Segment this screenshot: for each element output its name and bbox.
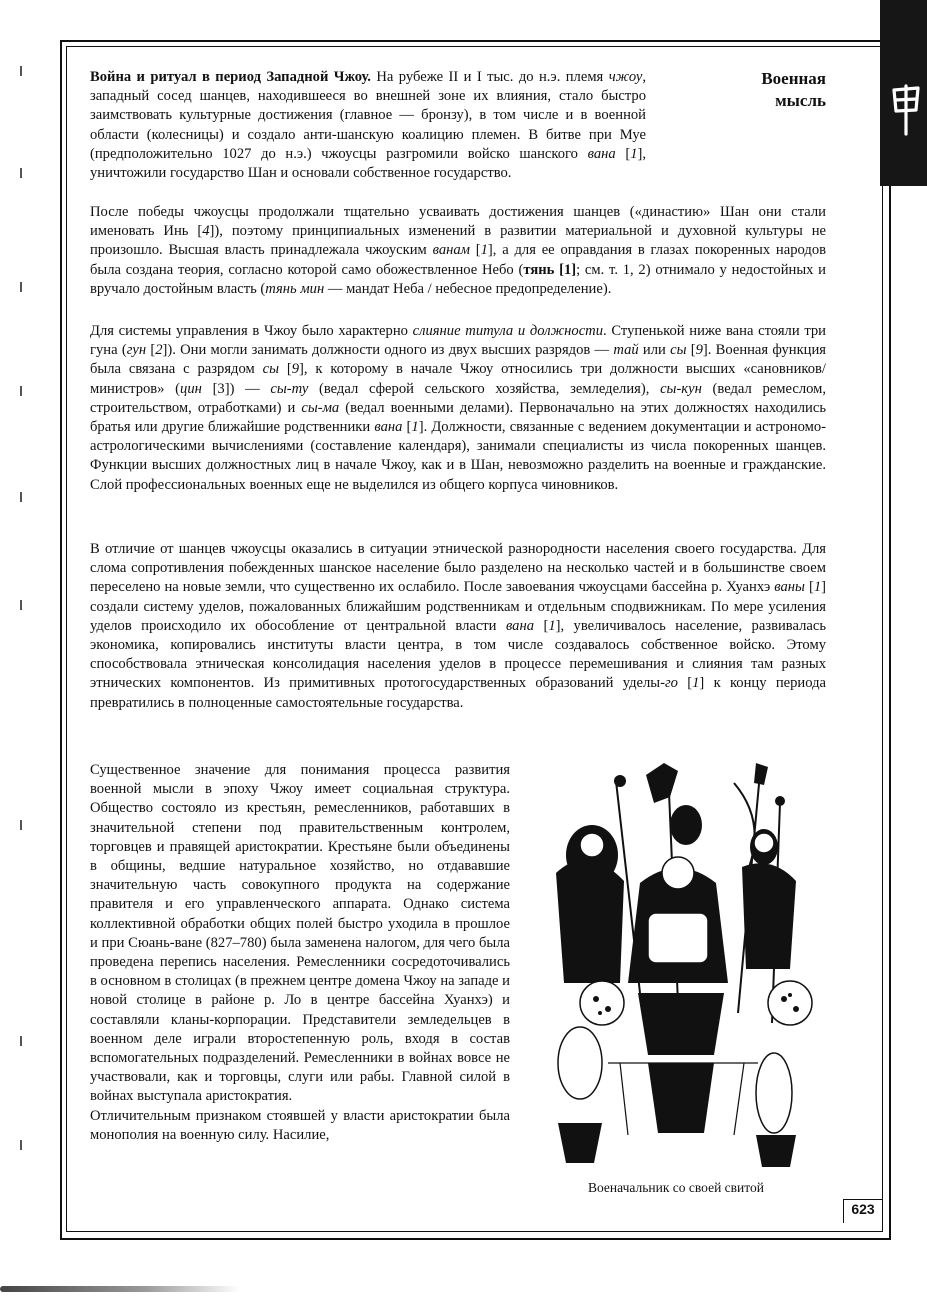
section-heading-line1: Военная bbox=[761, 69, 826, 88]
paragraph-5: Существенное значение для понимания процесса развития военной мысли в эпоху Чжоу имеет социальная структура. Общество состояло из крестьян, ремесленников, работавших в значительной степени под правительственным контролем, торговцев и правящей аристократии. Крестьяне были объединены в общины, ведшие натуральное хозяйство, но отдававшие значительную часть совокупного продукта на содержание правителя и его управленческого аппарата. Однако система коллективной обработки общих полей быстро уходила в прошлое и при Сюань-ване (827–780) была заменена налогом, для чего была проведена перепись населения. Ремесленники сосредоточивались в основном в столицах (в прежнем центре домена Чжоу на западе и новой столице в районе р. Ло в центре бассейна Хуанхэ) и составляли кланы-корпорации. Представители земледельцев в военном деле играли второстепенную роль, входя в состав вспомогательных подразделений. Ремесленники в войнах вовсе не участвовали, как и торговцы, слуги или рабы. Главной силой в войнах выступала аристократия. bbox=[90, 762, 510, 1105]
paragraph-6: Отличительным признаком стоявшей у власти аристократии была монополия на военную силу. Насилие, bbox=[90, 1107, 510, 1143]
paragraph-3: Для системы управления в Чжоу было характерно слияние титула и должности. Ступенькой ниже вана стояли три гуна (гун [2]). Они могли занимать должности одного из двух высших разрядов — тай или сы [9]. Военная функция была связана с разрядом сы [9], к которому в начале Чжоу относились три должности высших «сановников/министров» (цин [3]) — сы-ту (ведал сферой сельского хозяйства, земледелия), сы-кун (ведал ремеслом, строительством, отработками) и сы-ма (ведал военными делами). Первоначально на этих должностях находились братья или другие ближайшие родственники вана [1]. Должности, связанные с ведением документации и астрономо-астрологическими вычислениями (составление календаря), занимали специалисты из числа покоренных шанцев. Функции высших должностных лиц в начале Чжоу, как и в Шан, невозможно разделить на военные и гражданские. Слой профессиональных военных еще не выделился из общего корпуса чиновников. bbox=[90, 323, 827, 493]
scan-smudge bbox=[0, 1286, 240, 1292]
paragraph-2: После победы чжоусцы продолжали тщательно усваивать достижения шанцев («династию» Шан они стали именовать Инь [4]), поэтому принципиальных изменений в развитии материальной и духовной культуры не произошло. Высшая власть принадлежала чжоуским ванам [1], а для ее оправдания в глазах покоренных народов была создана теория, согласно которой само обожествленное Небо (тянь [1]; см. т. 1, 2) отнимало у недостойных и вручало достойным власть (тянь мин — мандат Неба / небесное предопределение). bbox=[90, 204, 827, 297]
section-heading bbox=[700, 68, 826, 112]
scan-mark bbox=[20, 66, 22, 76]
page-number: 623 bbox=[851, 1201, 875, 1217]
scan-mark bbox=[20, 282, 22, 292]
illustration-caption: Военачальник со своей свитой bbox=[588, 1180, 764, 1195]
scan-mark bbox=[20, 492, 22, 502]
left-column bbox=[90, 761, 510, 1145]
warriors-illustration bbox=[528, 763, 824, 1173]
scan-mark bbox=[20, 1140, 22, 1150]
chinese-character-jia-icon bbox=[888, 80, 924, 136]
scan-mark bbox=[20, 386, 22, 396]
scan-mark bbox=[20, 1036, 22, 1046]
section-heading-line2: мысль bbox=[775, 91, 826, 110]
paragraph-4: В отличие от шанцев чжоусцы оказались в ситуации этнической разнородности населения своего государства. Для слома сопротивления побежденных шанское население было разделено на несколько частей и в большинстве своем переселено на новые земли, что существенно их ослабило. После завоевания чжоусцами бассейна р. Хуанхэ ваны [1] создали систему уделов, пожалованных ближайшим родственникам и отдельным сподвижникам. По мере усиления уделов происходило их обособление от центральной власти вана [1], увеличивалось население, развивалась экономика, копировались институты власти центра, в том числе создавалось собственное войско. Этому способствовала этническая консолидация населения уделов в процессе перемешивания и слияния там разных этнических компонентов. Из примитивных протогосударственных образований уделы-го [1] к концу периода превратились в полноценные самостоятельные государства. bbox=[90, 541, 826, 711]
paragraph-1: Война и ритуал в период Западной Чжоу. На рубеже II и I тыс. до н.э. племя чжоу, западный сосед шанцев, находившееся во внешней зоне их влияния, стало быстро заимствовать культурные достижения (главное — бронзу), в том числе и в военной области (колесницы) и создало анти-шанскую коалицию племен. В битве при Муе (предположительно 1027 до н.э.) чжоусцы разгромили войско шанского вана [1], уничтожили государство Шан и основали собственное государство. bbox=[90, 69, 646, 182]
paragraph-title: Война и ритуал в период Западной Чжоу. bbox=[90, 69, 371, 85]
scan-mark bbox=[20, 600, 22, 610]
scan-mark bbox=[20, 168, 22, 178]
scan-mark bbox=[20, 820, 22, 830]
